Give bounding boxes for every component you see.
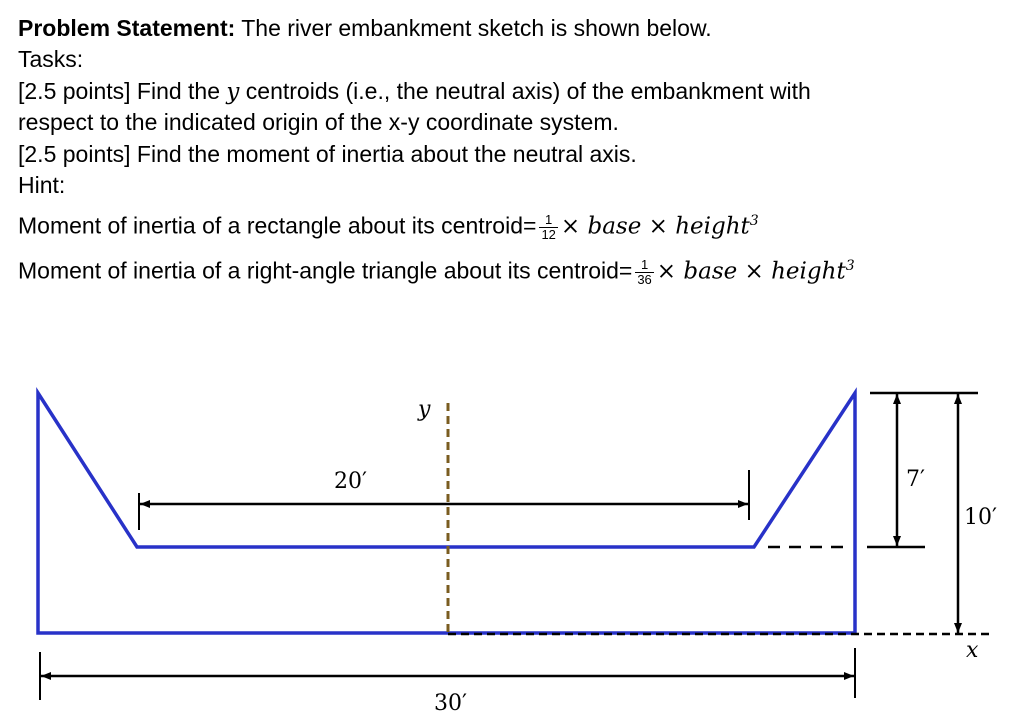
fraction-numerator: 1 [635, 258, 653, 273]
problem-statement-line [18, 14, 712, 42]
dim-20-label: 20′ [334, 469, 367, 494]
fraction-denominator: 12 [541, 227, 556, 243]
task-1-variable: y [226, 79, 240, 105]
dim-7-label: 7′ [906, 467, 925, 492]
task-2: [2.5 points] Find the moment of inertia about the neutral axis. [18, 141, 637, 167]
formula-exponent: 3 [845, 258, 855, 274]
task-1-post: centroids (i.e., the neutral axis) of the embankment with [245, 78, 811, 104]
hint-label: Hint: [18, 172, 66, 198]
fraction-numerator: 1 [539, 213, 557, 228]
embankment-sketch [0, 370, 1024, 714]
hint-rectangle-formula: × base × height [560, 213, 750, 240]
fraction-denominator: 36 [637, 272, 652, 288]
hint-triangle-formula: × base × height [656, 258, 846, 285]
tasks-label: Tasks: [18, 46, 84, 72]
problem-heading: Problem Statement: [18, 15, 236, 41]
task-1-pre: [2.5 points] Find the [18, 78, 221, 104]
y-axis-label: y [418, 397, 431, 422]
dim-30-label: 30′ [434, 691, 467, 714]
hint-triangle [18, 252, 855, 287]
hint-rectangle-text: Moment of inertia of a rectangle about its centroid= [18, 212, 537, 239]
formula-exponent: 3 [749, 213, 759, 229]
task-1-line-2: respect to the indicated origin of the x-y coordinate system. [18, 109, 619, 135]
dim-10-label: 10′ [964, 505, 997, 530]
hint-rectangle [18, 207, 759, 242]
problem-statement: The river embankment sketch is shown below. [241, 15, 712, 41]
hint-triangle-fraction [635, 258, 653, 287]
hint-rectangle-fraction [539, 213, 557, 242]
x-axis-label: x [966, 638, 979, 663]
task-1 [18, 77, 811, 106]
hint-triangle-text: Moment of inertia of a right-angle triangle about its centroid= [18, 257, 633, 284]
